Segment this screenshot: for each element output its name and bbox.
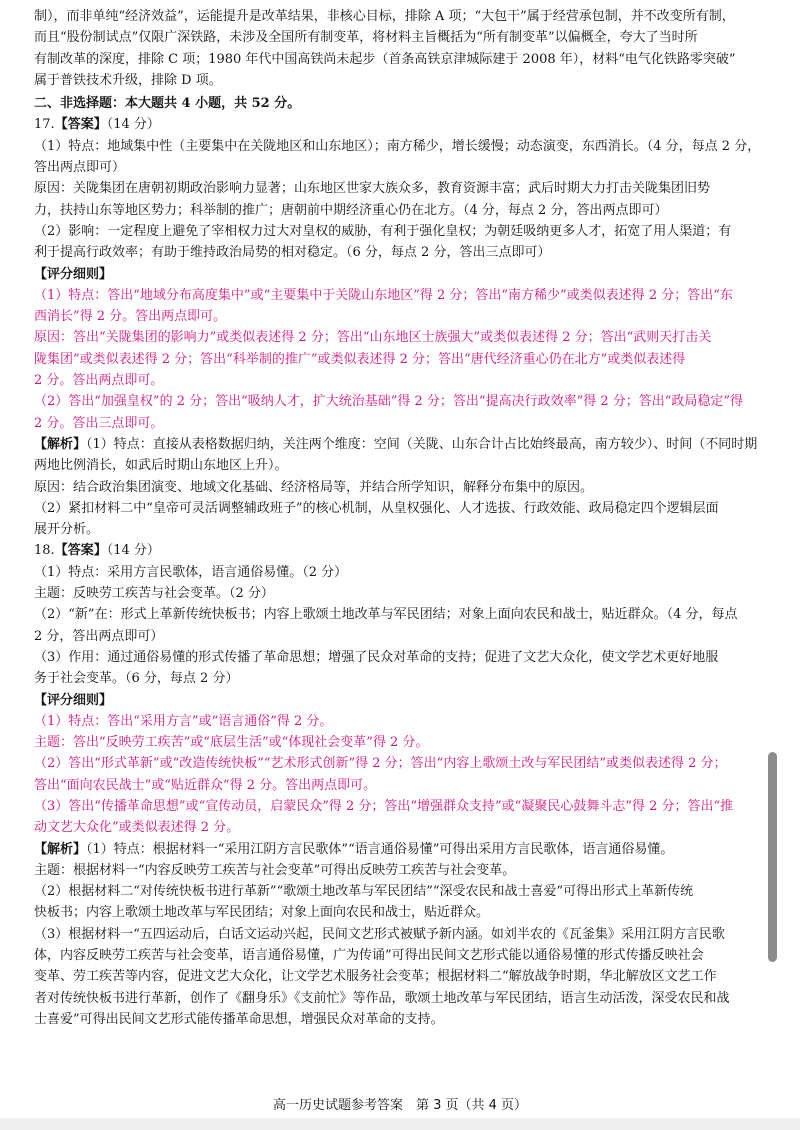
text-line: 2 分。答出三点即可。: [34, 415, 164, 431]
text-line: 利于提高行政效率；有助于维持政治局势的相对稳定。（6 分，每点 2 分，答出三点即可）: [34, 245, 551, 261]
text-line: （3）作用：通过通俗易懂的形式传播了革命思想；增强了民众对革命的支持；促进了文艺大众化，使文学艺术更好地服: [34, 649, 719, 665]
score: （14 分）: [106, 117, 160, 133]
text-line: （1）特点：采用方言民歌体，语言通俗易懂。（2 分）: [34, 564, 348, 580]
text-line: 动文艺大众化”或类似表述得 2 分。: [34, 820, 240, 836]
score: （14 分）: [106, 543, 160, 559]
text-line: 体，内容反映劳工疾苦与社会变革，语言通俗易懂，广为传诵”可得出民间文艺形式能以通俗易懂的形式传播反映社会: [34, 948, 704, 964]
text-line: 者对传统快板书进行革新，创作了《翻身乐》《支前忙》等作品，歌颂土地改革与军民团结，语言生动活泼，深受农民和战: [34, 990, 730, 1006]
text-line: 而且“股份制试点”仅限广深铁路，未涉及全国所有制变革，将材料主旨概括为“所有制变革”以偏概全，夸大了当时所: [34, 30, 698, 46]
analysis-text: （1）特点：直接从表格数据归纳，关注两个维度：空间（关陇、山东合计占比始终最高，南方较少）、时间（不同时期: [86, 436, 758, 452]
analysis-block: [34, 434, 764, 540]
page-footer: 高一历史试题参考答案 第 3 页（共 4 页）: [272, 1098, 528, 1113]
question-18: [34, 540, 764, 1030]
text-line: 两地比例消长，如武后时期山东地区上升）。: [34, 458, 288, 474]
analysis-block: [34, 839, 764, 1031]
answer-tag: 【答案】: [54, 543, 107, 559]
grading-block: [34, 711, 764, 839]
text-line: （3）答出“传播革命思想”或“宣传动员，启蒙民众”得 2 分；答出“增强群众支持”或“凝聚民心鼓舞斗志”得 2 分；答出“推: [34, 798, 734, 814]
intro-paragraph: [34, 6, 764, 91]
text-line: 原因：结合政治集团演变、地域文化基础、经济格局等，并结合所学知识，解释分布集中的原因。: [34, 479, 594, 495]
text-line: 力，扶持山东等地区势力；科举制的推广；唐朝前中期经济重心仍在北方。（4 分，每点 2 分，答出两点即可）: [34, 202, 668, 218]
text-line: 主题：反映劳工疾苦与社会变革。（2 分）: [34, 586, 274, 602]
text-line: （3）根据材料一“五四运动后，白话文运动兴起，民间文艺形式被赋予新内涵。如刘半农的《瓦釜集》采用江阴方言民歌: [34, 926, 725, 942]
text-line: [34, 839, 764, 860]
text-line: 变革、劳工疾苦等内容，促进文艺大众化，让文学艺术服务社会变革；根据材料二“解放战争时期，华北解放区文艺工作: [34, 969, 717, 985]
section-title: 二、非选择题：本大题共 4 小题，共 52 分。: [34, 96, 301, 112]
text-line: 快板书；内容上歌颂土地改革与军民团结；对象上面向农民和战士，贴近群众。: [34, 905, 490, 921]
document-page: [34, 6, 764, 1030]
text-line: （1）特点：地域集中性（主要集中在关陇地区和山东地区）；南方稀少，增长缓慢；动态演变，东西消长。（4 分，每点 2 分，: [34, 138, 761, 154]
bottom-strip: [0, 1118, 800, 1130]
text-line: （2）影响：一定程度上避免了宰相权力过大对皇权的威胁，有利于强化皇权；为朝廷吸纳更多人才，拓宽了用人渠道；有: [34, 223, 732, 239]
text-line: 原因：答出“关陇集团的影响力”或类似表述得 2 分；答出“山东地区士族强大”或类似表述得 2 分；答出“武则天打击关: [34, 330, 712, 346]
text-line: （1）特点：答出“采用方言”或“语言通俗”得 2 分。: [34, 713, 333, 729]
text-line: 2 分。答出两点即可。: [34, 373, 164, 389]
answer-block: [34, 562, 764, 690]
answer-tag: 【答案】: [54, 117, 107, 133]
text-line: 制），而非单纯“经济效益”，运能提升是改革结果，非核心目标，排除 A 项；“大包干”属于经营承包制，并不改变所有制，: [34, 9, 735, 24]
text-line: （1）特点：答出“地域分布高度集中”或“主要集中于关陇山东地区”得 2 分；答出“南方稀少”或类似表述得 2 分；答出“东: [34, 287, 733, 303]
analysis-tag: 【解析】: [34, 436, 87, 452]
question-number: 17.: [34, 117, 55, 133]
answer-block: [34, 136, 764, 264]
text-line: （2）答出“形式革新”或“改造传统快板”“艺术形式创新”得 2 分；答出“内容上歌颂土改与军民团结”或类似表述得 2 分；: [34, 756, 727, 772]
text-line: 务于社会变革。（6 分，每点 2 分）: [34, 671, 239, 687]
text-line: （2）答出“加强皇权”的 2 分；答出“吸纳人才，扩大统治基础”得 2 分；答出“提高决行政效率”得 2 分；答出“政局稳定”得: [34, 394, 744, 410]
text-line: 展开分析。: [34, 522, 100, 538]
analysis-tag: 【解析】: [34, 841, 87, 857]
text-line: 答出“面向农民战士”或“贴近群众”得 2 分。答出两点即可。: [34, 777, 377, 793]
text-line: 原因：关陇集团在唐朝初期政治影响力显著；山东地区世家大族众多，教育资源丰富；武后时期大力打击关陇集团旧势: [34, 181, 711, 197]
grading-title: 【评分细则】: [34, 692, 113, 708]
text-line: 西消长”得 2 分。答出两点即可。: [34, 309, 227, 325]
question-17: [34, 114, 764, 540]
text-line: （2）紧扣材料二中“皇帝可灵活调整辅政班子”的核心机制，从皇权强化、人才选拔、行政效能、政局稳定四个逻辑层面: [34, 500, 719, 516]
text-line: 陇集团”或类似表述得 2 分；答出“科举制的推广”或类似表述得 2 分；答出“唐代经济重心仍在北方”或类似表述得: [34, 351, 686, 367]
text-line: 主题：答出“反映劳工疾苦”或“底层生活”或“体现社会变革”得 2 分。: [34, 735, 429, 751]
text-line: [34, 434, 764, 455]
grading-block: [34, 285, 764, 434]
grading-title: 【评分细则】: [34, 266, 113, 282]
question-header: [34, 540, 764, 561]
text-line: 答出两点即可）: [34, 160, 126, 176]
text-line: （2）“新”在：形式上革新传统快板书；内容上歌颂土地改革与军民团结；对象上面向农民和战士，贴近群众。（4 分，每点: [34, 607, 738, 623]
question-number: 18.: [34, 543, 55, 559]
text-line: 士喜爱”可得出民间文艺形式能传播革命思想，增强民众对革命的支持。: [34, 1011, 444, 1027]
text-line: （2）根据材料二“对传统快板书进行革新”“歌颂土地改革与军民团结”“深受农民和战士喜爱”可得出形式上革新传统: [34, 884, 694, 900]
vertical-scrollbar[interactable]: [768, 752, 777, 962]
text-line: 有制改革的深度，排除 C 项；1980 年代中国高铁尚未起步（首条高铁京津城际建于 2008 年），材料“电气化铁路零突破”: [34, 51, 736, 67]
text-line: 2 分，答出两点即可）: [34, 628, 164, 644]
text-line: 主题：根据材料一“内容反映劳工疾苦与社会变革”可得出反映劳工疾苦与社会变革。: [34, 862, 516, 878]
text-line: 属于普铁技术升级，排除 D 项。: [34, 72, 222, 88]
analysis-text: （1）特点：根据材料一“采用江阴方言民歌体”“语言通俗易懂”可得出采用方言民歌体，语言通俗易懂。: [86, 841, 674, 857]
question-header: [34, 114, 764, 135]
